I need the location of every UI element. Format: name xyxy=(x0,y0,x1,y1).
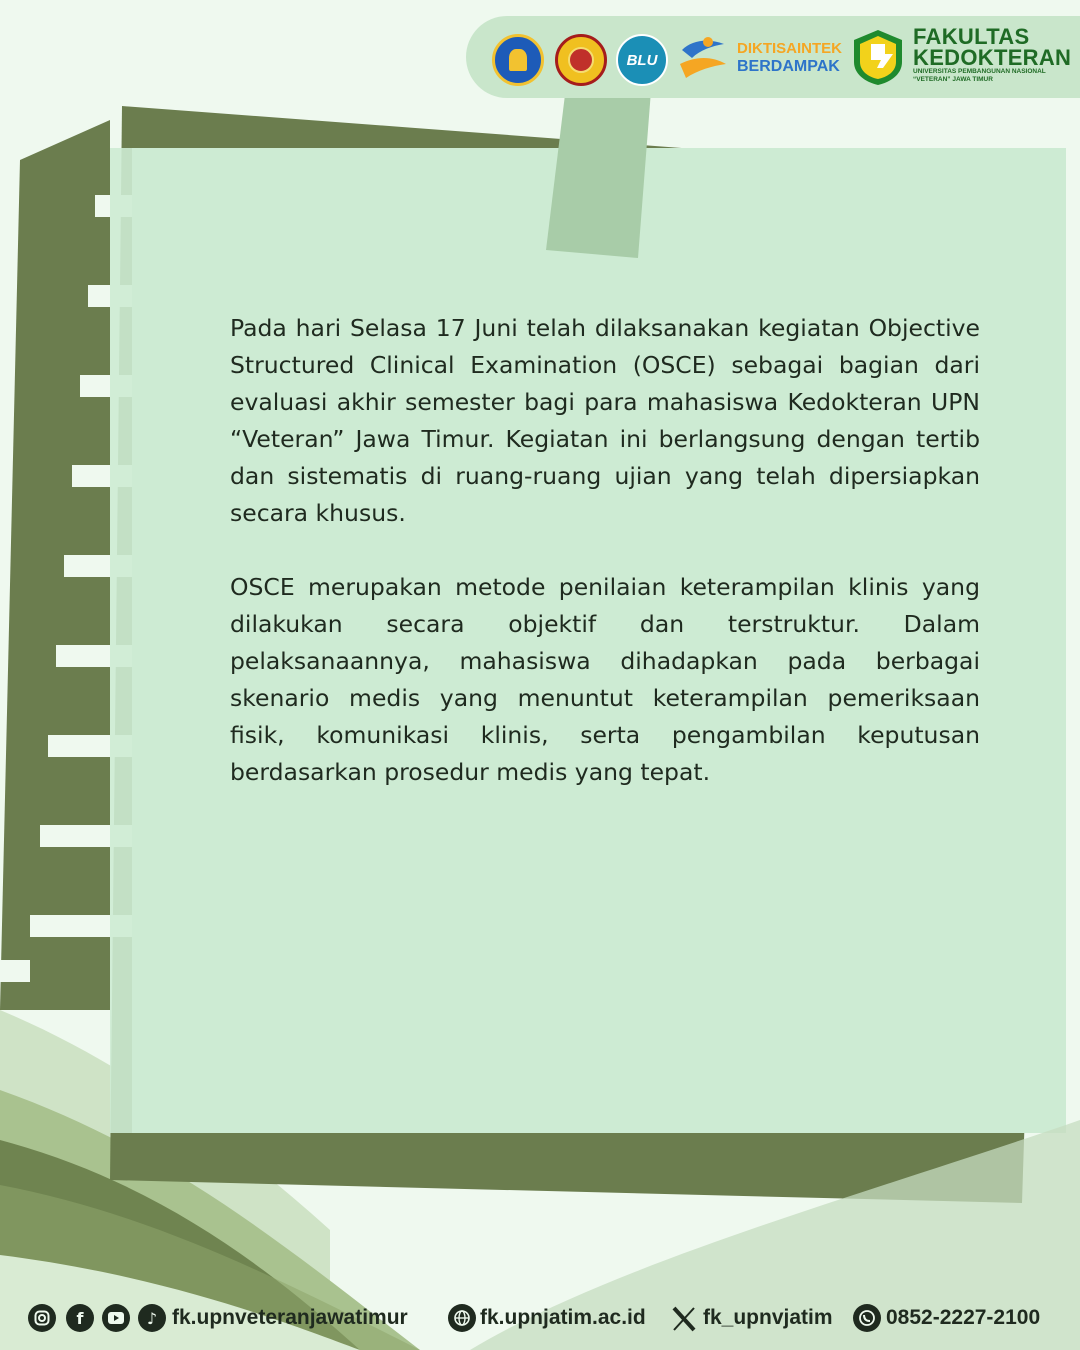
kemdikbud-seal-icon xyxy=(492,34,544,86)
tape-strip xyxy=(546,70,652,258)
x-handle[interactable]: fk_upnvjatim xyxy=(703,1306,833,1329)
blu-speed-logo-icon xyxy=(616,34,668,86)
post-body xyxy=(230,310,980,791)
diktisaintek-wordmark xyxy=(737,40,842,76)
contact-footer xyxy=(28,1300,1068,1336)
faculty-medicine-logo-icon xyxy=(849,28,907,86)
tiktok-icon[interactable]: ♪ xyxy=(138,1304,166,1332)
faculty-line3: UNIVERSITAS PEMBANGUNAN NASIONAL xyxy=(913,68,1046,75)
diktisaintek-mark-icon xyxy=(678,34,728,82)
paragraph-osce: OSCE merupakan metode penilaian keterampilan klinis yang dilakukan secara objektif dan terstruktur. Dalam pelaksanaannya, mahasiswa dihadapkan pada berbagai skenario medis yang menuntut keterampilan pemeriksaan fisik, komunikasi klinis, serta pengambilan keputusan berdasarkan prosedur medis yang tepat. xyxy=(230,573,980,786)
x-logo-icon xyxy=(671,1306,697,1332)
whatsapp-icon xyxy=(853,1304,881,1332)
diktisaintek-line1: DIKTISAINTEK xyxy=(737,40,842,57)
social-handle[interactable]: fk.upnveteranjawatimur xyxy=(172,1306,408,1329)
faculty-line2: KEDOKTERAN xyxy=(913,45,1072,70)
globe-icon xyxy=(448,1304,476,1332)
website-link[interactable]: fk.upnjatim.ac.id xyxy=(480,1306,646,1329)
youtube-icon[interactable] xyxy=(102,1304,130,1332)
note-paper-edge xyxy=(110,148,132,1133)
whatsapp-number[interactable]: 0852-2227-2100 xyxy=(886,1306,1041,1329)
instagram-icon[interactable] xyxy=(28,1304,56,1332)
paragraph-intro: Pada hari Selasa 17 Juni telah dilaksanakan kegiatan Objective Structured Clinical Examination (OSCE) sebagai bagian dari evaluasi akhir semester bagi para mahasiswa Kedokteran UPN “Veteran” Jawa Timur. Kegiatan ini berlangsung dengan tertib dan sistematis di ruang-ruang ujian yang telah dipersiapkan secara khusus. xyxy=(230,314,980,527)
diktisaintek-line2: BERDAMPAK xyxy=(737,58,840,75)
faculty-wordmark xyxy=(913,26,1071,84)
blu-label: BLU xyxy=(626,51,658,69)
faculty-line4: “VETERAN” JAWA TIMUR xyxy=(913,76,993,83)
upn-veteran-seal-icon xyxy=(555,34,607,86)
facebook-icon[interactable]: f xyxy=(66,1304,94,1332)
faculty-line1: FAKULTAS xyxy=(913,24,1030,49)
